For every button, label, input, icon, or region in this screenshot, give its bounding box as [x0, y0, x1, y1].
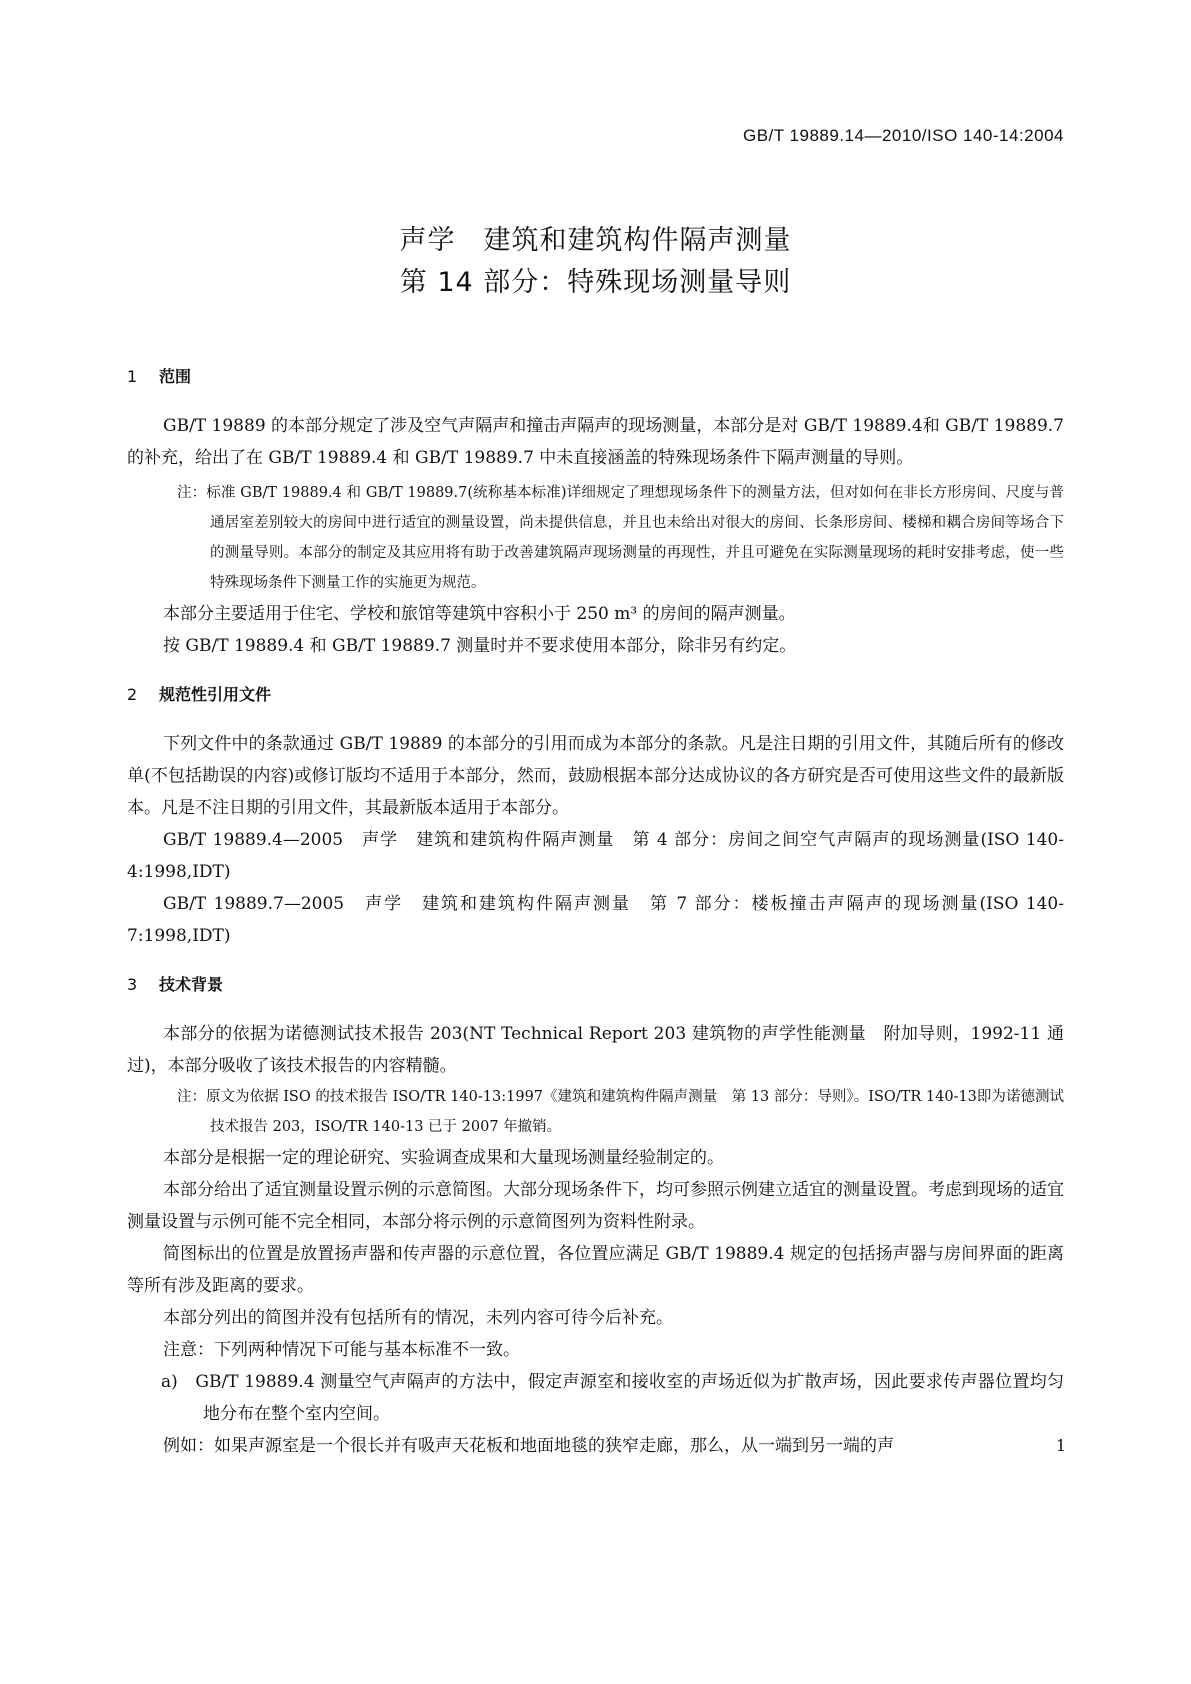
page-number: 1: [1055, 1436, 1066, 1455]
section-2-paragraph: 下列文件中的条款通过 GB/T 19889 的本部分的引用而成为本部分的条款。凡是注日期的引用文件，其随后所有的修改单(不包括勘误的内容)或修订版均不适用于本部分，然而，鼓励根据本部分达成协议的各方研究是否可使用这些文件的最新版本。凡是不注日期的引用文件，其最新版本适用于本部分。: [127, 734, 1064, 818]
normative-reference-1: GB/T 19889.4—2005 声学 建筑和建筑构件隔声测量 第 4 部分：房间之间空气声隔声的现场测量(ISO 140-4:1998,IDT): [127, 830, 1064, 882]
section-3-paragraph-2: 本部分是根据一定的理论研究、实验调查成果和大量现场测量经验制定的。: [163, 1148, 724, 1168]
section-3-paragraph-3: 本部分给出了适宜测量设置示例的示意简图。大部分现场条件下，均可参照示例建立适宜的测量设置。考虑到现场的适宜测量设置与示例可能不完全相同，本部分将示例的示意简图列为资料性附录。: [127, 1180, 1064, 1232]
section-3-paragraph-4: 简图标出的位置是放置扬声器和传声器的示意位置，各位置应满足 GB/T 19889.4 规定的包括扬声器与房间界面的距离等所有涉及距离的要求。: [127, 1244, 1064, 1296]
normative-reference-2: GB/T 19889.7—2005 声学 建筑和建筑构件隔声测量 第 7 部分：楼板撞击声隔声的现场测量(ISO 140-7:1998,IDT): [127, 894, 1064, 946]
section-3-note: 注：原文为依据 ISO 的技术报告 ISO/TR 140-13:1997《建筑和建筑构件隔声测量 第 13 部分：导则》。ISO/TR 140-13即为诺德测试技术报告 203，ISO/TR 140-13 已于 2007 年撤销。: [177, 1089, 1064, 1135]
section-3-heading: 3 技术背景: [127, 975, 224, 994]
section-1-usage-paragraph: 按 GB/T 19889.4 和 GB/T 19889.7 测量时并不要求使用本部分，除非另有约定。: [163, 636, 797, 656]
document-title: [0, 220, 1191, 304]
section-1-note: 注：标准 GB/T 19889.4 和 GB/T 19889.7(统称基本标准)详细规定了理想现场条件下的测量方法，但对如何在非长方形房间、尺度与普通居室差别较大的房间中进行适宜的测量设置，尚未提供信息，并且也未给出对很大的房间、长条形房间、楼梯和耦合房间等场合下的测量导则。本部分的制定及其应用将有助于改善建筑隔声现场测量的再现性，并且可避免在实际测量现场的耗时安排考虑，使一些特殊现场条件下测量工作的实施更为规范。: [177, 485, 1064, 591]
section-1-scope-paragraph: 本部分主要适用于住宅、学校和旅馆等建筑中容积小于 250 m³ 的房间的隔声测量。: [163, 604, 796, 624]
section-1-heading: 1 范围: [127, 367, 192, 386]
section-1-paragraph: GB/T 19889 的本部分规定了涉及空气声隔声和撞击声隔声的现场测量，本部分是对 GB/T 19889.4和 GB/T 19889.7 的补充，给出了在 GB/T 19889.4 和 GB/T 19889.7 中未直接涵盖的特殊现场条件下隔声测量的导则。: [127, 416, 1064, 468]
document-body: [127, 364, 1064, 1462]
section-3-paragraph-6: 注意：下列两种情况下可能与基本标准不一致。: [163, 1340, 520, 1360]
title-line-2: 第 14 部分：特殊现场测量导则: [399, 267, 792, 298]
section-3-example-paragraph: 例如：如果声源室是一个很长并有吸声天花板和地面地毯的狭窄走廊，那么，从一端到另一端的声: [163, 1436, 894, 1456]
standard-id-header: GB/T 19889.14—2010/ISO 140-14:2004: [742, 126, 1064, 145]
section-3-paragraph-5: 本部分列出的简图并没有包括所有的情况，未列内容可待今后补充。: [163, 1308, 673, 1328]
section-3-paragraph-1: 本部分的依据为诺德测试技术报告 203(NT Technical Report 203 建筑物的声学性能测量 附加导则，1992-11 通过)，本部分吸收了该技术报告的内容精髓。: [127, 1024, 1064, 1076]
list-item-a: a) GB/T 19889.4 测量空气声隔声的方法中，假定声源室和接收室的声场近似为扩散声场，因此要求传声器位置均匀地分布在整个室内空间。: [161, 1372, 1064, 1424]
title-line-1: 声学 建筑和建筑构件隔声测量: [399, 225, 792, 256]
section-2-heading: 2 规范性引用文件: [127, 685, 272, 704]
